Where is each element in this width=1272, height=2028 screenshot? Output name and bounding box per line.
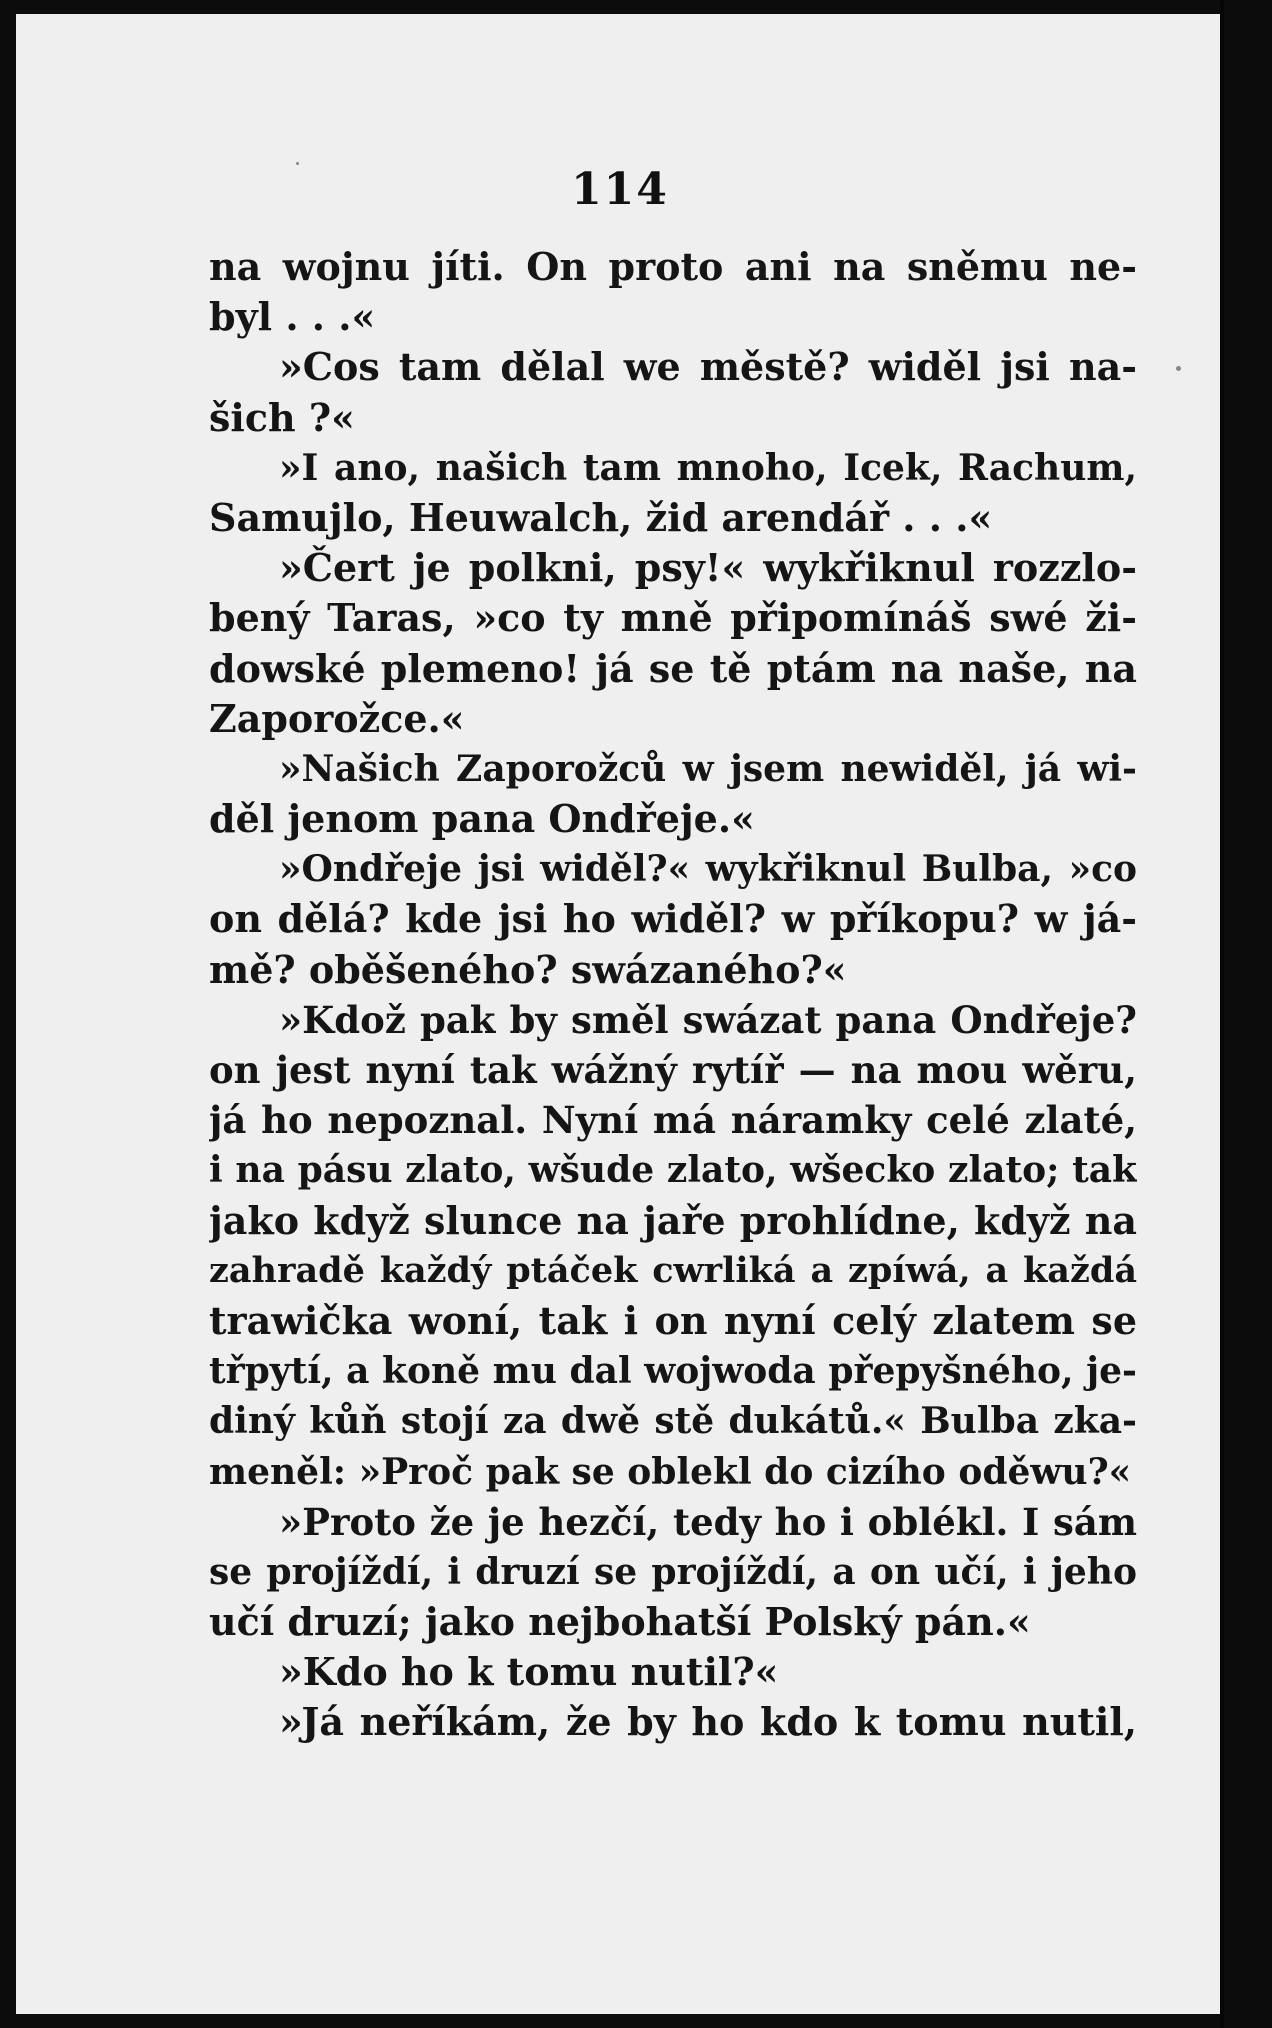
text-line: třpytí, a koně mu dal wojwoda přepyšného, je- (209, 1350, 1137, 1393)
text-line: šich ?« (209, 394, 355, 440)
text-line: »Ondřeje jsi widěl?« wykřiknul Bulba, »co (279, 848, 1137, 891)
paper-speck (1176, 366, 1181, 371)
text-line: bený Taras, »co ty mně připomínáš swé ži- (209, 595, 1137, 641)
text-line: diný kůň stojí za dwě stě dukátů.« Bulba zka- (209, 1400, 1137, 1443)
text-line: meněl: »Proč pak se oblekl do cizího oděwu?« (209, 1450, 1132, 1493)
text-line: učí druzí; jako nejbohatší Polský pán.« (209, 1599, 1031, 1645)
text-line: »Já neříkám, že by ho kdo k tomu nutil, (279, 1699, 1137, 1745)
text-line: on jest nyní tak wážný rytíř — na mou wěru, (209, 1048, 1137, 1092)
text-line: on dělá? kde jsi ho widěl? w příkopu? w já- (209, 896, 1137, 942)
text-line: Samujlo, Heuwalch, žid arendář . . .« (209, 494, 993, 540)
paper-speck (296, 162, 299, 165)
text-line: Zaporožce.« (209, 695, 465, 741)
text-line: mě? oběšeného? swázaného?« (209, 946, 847, 992)
text-line: »Proto že je hezčí, tedy ho i oblékl. I sám (279, 1499, 1137, 1544)
text-line: »Čert je polkni, psy!« wykřiknul rozzlo- (279, 545, 1137, 591)
text-line: dowské plemeno! já se tě ptám na naše, na (209, 645, 1137, 691)
text-line: zahradě každý ptáček cwrliká a zpíwá, a každá (209, 1249, 1137, 1291)
page-number: 114 (571, 164, 669, 215)
text-line: »Cos tam dělal we městě? widěl jsi na- (279, 344, 1137, 390)
text-line: se projíždí, i druzí se projíždí, a on učí, i jeho (209, 1550, 1137, 1593)
text-line: »Kdo ho k tomu nutil?« (279, 1649, 779, 1695)
text-line: byl . . .« (209, 294, 376, 340)
text-line: »Našich Zaporožců w jsem newiděl, já wi- (279, 747, 1137, 790)
text-line: »I ano, našich tam mnoho, Icek, Rachum, (279, 446, 1137, 489)
text-line: »Kdož pak by směl swázat pana Ondřeje? (279, 997, 1137, 1042)
text-line: na wojnu jíti. On proto ani na sněmu ne- (209, 244, 1137, 289)
body-text (209, 242, 1137, 1748)
book-page (16, 14, 1224, 2014)
text-line: trawička woní, tak i on nyní celý zlatem se (209, 1297, 1137, 1343)
text-line: já ho nepoznal. Nyní má náramky celé zlaté, (209, 1098, 1137, 1143)
book-spine-edge (1220, 0, 1224, 2028)
text-line: děl jenom pana Ondřeje.« (209, 796, 755, 842)
text-line: jako když slunce na jaře prohlídne, když na (209, 1197, 1137, 1243)
text-line: i na pásu zlato, wšude zlato, wšecko zlato; tak (209, 1149, 1137, 1192)
